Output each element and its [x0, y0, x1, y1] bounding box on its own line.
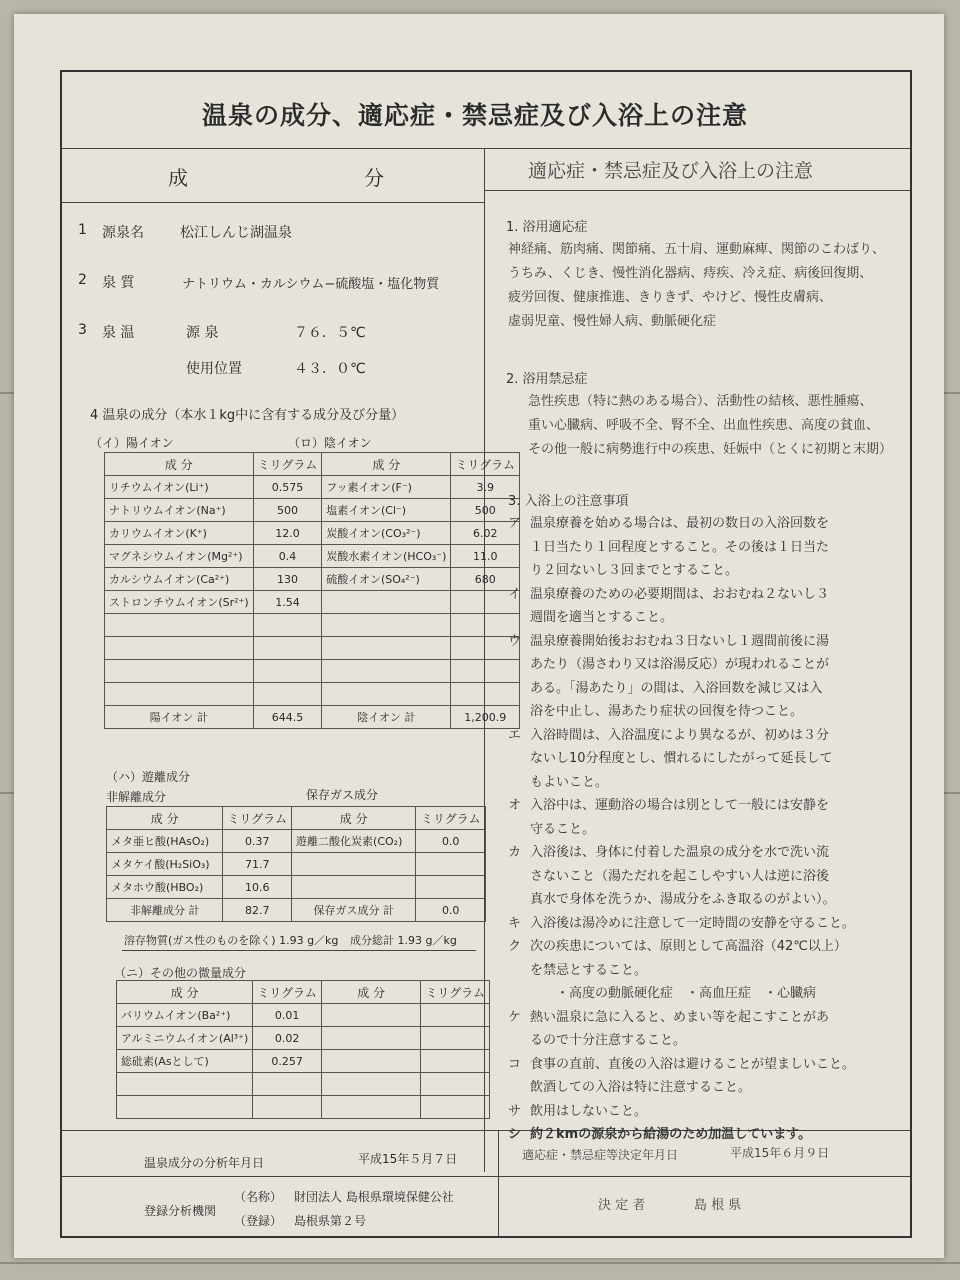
table-row	[105, 637, 520, 660]
table-header-row	[117, 981, 490, 1004]
dissolved-total: 溶存物質(ガス性のものを除く) 1.93 g／kg	[124, 934, 339, 947]
note-mark: サ	[508, 1103, 522, 1119]
free-components-table	[106, 806, 486, 922]
gas-title: 保存ガス成分	[306, 788, 379, 802]
note-mark: オ	[508, 798, 522, 813]
name-cell: ストロンチウムイオン(Sr²⁺)	[105, 591, 254, 614]
total-label: 非解離成分 計	[107, 899, 223, 922]
value-cell	[421, 1027, 490, 1050]
divider	[62, 202, 484, 203]
note-line: 飲用はしないこと。	[530, 1103, 648, 1119]
note-line: もよいこと。	[530, 774, 609, 790]
name-cell	[321, 1004, 420, 1027]
table-total-row	[107, 899, 486, 922]
divider	[62, 1176, 498, 1177]
table-row	[105, 660, 520, 683]
note-line: ・高度の動脈硬化症 ・高血圧症 ・心臓病	[556, 986, 817, 1001]
value-cell	[253, 660, 322, 683]
value-cell	[421, 1096, 490, 1119]
name-cell	[321, 1027, 420, 1050]
note-line: あたり（湯さわり又は浴湯反応）が現われることが	[530, 657, 830, 672]
divider	[62, 148, 910, 149]
note-line: 温泉療養を始める場合は、最初の数日の入浴回数を	[530, 516, 830, 531]
agency-label: 登録分析機関	[144, 1204, 217, 1218]
minor-components-table	[116, 980, 490, 1119]
value-cell: 0.4	[253, 545, 322, 568]
name-cell	[321, 1096, 420, 1119]
note-mark: シ	[508, 1127, 522, 1142]
note-mark: ク	[508, 939, 522, 954]
agency-name-label: （名称）	[234, 1190, 283, 1204]
left-column-title-1: 成	[168, 166, 188, 190]
table-row	[105, 683, 520, 706]
right-column-title: 適応症・禁忌症及び入浴上の注意	[528, 160, 814, 182]
value-cell: 3.9	[451, 476, 520, 499]
note-line: 入浴後は、身体に付着した温泉の成分を水で洗い流	[530, 845, 830, 860]
value-cell: 10.6	[223, 876, 292, 899]
note-line: 入浴後は湯冷めに注意して一定時間の安静を守ること。	[530, 915, 856, 931]
total-label: 陰イオン 計	[322, 706, 451, 729]
column-header: 成 分	[322, 453, 451, 476]
page-title: 温泉の成分、適応症・禁忌症及び入浴上の注意	[202, 101, 749, 130]
temp-number: 3	[78, 322, 87, 338]
note-line: り２回ないし３回までとすること。	[530, 563, 739, 578]
note-mark: コ	[508, 1056, 522, 1072]
value-cell	[416, 876, 486, 899]
value-cell	[253, 683, 322, 706]
quality-label: 泉 質	[102, 275, 135, 291]
source-value: 松江しんじ湖温泉	[180, 225, 292, 241]
table-row	[117, 1073, 490, 1096]
value-cell: 1.54	[253, 591, 322, 614]
cation-title: （イ）陽イオン	[90, 436, 174, 450]
indications-line: 虚弱児童、慢性婦人病、動脈硬化症	[508, 314, 717, 329]
value-cell: 0.257	[253, 1050, 322, 1073]
decider-label: 決 定 者	[598, 1198, 646, 1213]
value-cell	[253, 637, 322, 660]
table-header-row	[105, 453, 520, 476]
table-row	[105, 591, 520, 614]
total-value: 82.7	[223, 899, 292, 922]
value-cell: 0.0	[416, 830, 486, 853]
minor-components-title: （ニ）その他の微量成分	[114, 966, 247, 980]
note-line: ないし10分程度とし、慣れるにしたがって延長して	[530, 751, 833, 766]
note-line: 次の疾患については、原則として高温浴（42℃以上）	[530, 939, 847, 954]
wall-tile-joint	[0, 392, 14, 394]
indications-title: 1. 浴用適応症	[506, 220, 588, 235]
note-mark: ケ	[508, 1009, 522, 1025]
wall-tile-joint	[944, 792, 960, 794]
note-mark: イ	[508, 586, 522, 602]
name-cell	[292, 853, 416, 876]
name-cell	[117, 1096, 253, 1119]
temp-use-label: 使用位置	[186, 361, 242, 377]
column-header: ミリグラム	[253, 453, 322, 476]
anion-title: （ロ）陰イオン	[288, 436, 372, 450]
name-cell	[105, 683, 254, 706]
contraindications-line: 急性疾患（特に熱のある場合）、活動性の結核、悪性腫瘍、	[528, 394, 873, 409]
column-header: 成 分	[292, 807, 416, 830]
column-header: 成 分	[105, 453, 254, 476]
table-row	[117, 1004, 490, 1027]
name-cell: 炭酸水素イオン(HCO₃⁻)	[322, 545, 451, 568]
notice-paper	[14, 14, 944, 1258]
indications-line: 疲労回復、健康推進、きりきず、やけど、慢性皮膚病、	[508, 290, 832, 305]
column-header: 成 分	[107, 807, 223, 830]
total-label: 保存ガス成分 計	[292, 899, 416, 922]
table-row	[107, 830, 486, 853]
value-cell	[451, 660, 520, 683]
note-mark: ア	[508, 516, 522, 531]
note-line: 飲酒しての入浴は特に注意すること。	[530, 1080, 752, 1095]
temp-source-value: ７６．５℃	[294, 325, 366, 341]
value-cell	[421, 1073, 490, 1096]
column-header: 成 分	[321, 981, 420, 1004]
table-row	[105, 545, 520, 568]
value-cell: 12.0	[253, 522, 322, 545]
note-line: １日当たり１回程度とすること。その後は１日当た	[530, 539, 830, 555]
left-column-title-2: 分	[364, 166, 384, 190]
decider-value: 島 根 県	[694, 1198, 742, 1213]
contraindications-title: 2. 浴用禁忌症	[506, 372, 588, 387]
grand-total: 成分総計 1.93 g／kg	[350, 934, 457, 947]
note-line: 入浴中は、運動浴の場合は別として一般には安静を	[530, 798, 830, 813]
temp-source-label: 源 泉	[186, 325, 219, 341]
note-line: 入浴時間は、入浴温度により異なるが、初めは３分	[530, 727, 830, 743]
name-cell: バリウムイオン(Ba²⁺)	[117, 1004, 253, 1027]
analysis-date-value: 平成15年５月７日	[358, 1152, 458, 1166]
note-line: を禁忌とすること。	[530, 962, 648, 978]
name-cell: 炭酸イオン(CO₃²⁻)	[322, 522, 451, 545]
note-line: 週間を適当とすること。	[530, 610, 674, 625]
note-line: るので十分注意すること。	[530, 1033, 687, 1048]
value-cell: 500	[253, 499, 322, 522]
name-cell	[117, 1073, 253, 1096]
note-mark: エ	[508, 727, 522, 743]
column-divider	[498, 1130, 499, 1236]
column-header: ミリグラム	[451, 453, 520, 476]
total-label: 陽イオン 計	[105, 706, 254, 729]
name-cell	[321, 1050, 420, 1073]
name-cell: マグネシウムイオン(Mg²⁺)	[105, 545, 254, 568]
note-line: さないこと（湯ただれを起こしやすい人は逆に浴後	[530, 868, 830, 884]
note-line: 約２kmの源泉から給湯のため加温しています。	[530, 1127, 812, 1142]
nondissociated-title: 非解離成分	[106, 790, 167, 804]
value-cell: 71.7	[223, 853, 292, 876]
value-cell	[416, 853, 486, 876]
note-line: 浴を中止し、湯あたり症状の回復を待つこと。	[530, 704, 804, 719]
indications-list	[508, 238, 885, 334]
column-header: ミリグラム	[253, 981, 322, 1004]
table-row	[105, 568, 520, 591]
name-cell	[105, 637, 254, 660]
name-cell	[292, 876, 416, 899]
note-line: ある。「湯あたり」の間は、入浴回数を減じ又は入	[530, 680, 823, 696]
value-cell	[253, 614, 322, 637]
name-cell: メタケイ酸(H₂SiO₃)	[107, 853, 223, 876]
name-cell	[322, 660, 451, 683]
name-cell: メタホウ酸(HBO₂)	[107, 876, 223, 899]
temp-use-value: ４３．０℃	[294, 361, 366, 377]
ion-table	[104, 452, 520, 729]
total-value: 1,200.9	[451, 706, 520, 729]
decision-date-label: 適応症・禁忌症等決定年月日	[522, 1148, 679, 1162]
column-header: 成 分	[117, 981, 253, 1004]
wall-tile-joint	[0, 792, 14, 794]
total-value: 0.0	[416, 899, 486, 922]
agency-reg-label: （登録）	[234, 1214, 283, 1228]
name-cell: アルミニウムイオン(Al³⁺)	[117, 1027, 253, 1050]
value-cell: 680	[451, 568, 520, 591]
note-line: 守ること。	[530, 821, 596, 837]
column-header: ミリグラム	[223, 807, 292, 830]
name-cell: 遊離二酸化炭素(CO₂)	[292, 830, 416, 853]
value-cell: 0.02	[253, 1027, 322, 1050]
analysis-date-label: 温泉成分の分析年月日	[144, 1156, 265, 1170]
free-components-title: （ハ）遊離成分	[106, 770, 191, 784]
indications-line: うちみ、くじき、慢性消化器病、痔疾、冷え症、病後回復期、	[508, 266, 873, 281]
table-row	[117, 1050, 490, 1073]
note-mark: ウ	[508, 633, 522, 649]
table-row	[105, 522, 520, 545]
agency-name-value: 財団法人 島根県環境保健公社	[294, 1190, 454, 1204]
value-cell: 0.575	[253, 476, 322, 499]
indications-line: 神経痛、筋肉痛、関節痛、五十肩、運動麻痺、関節のこわばり、	[508, 242, 886, 257]
value-cell: 6.02	[451, 522, 520, 545]
note-mark: カ	[508, 845, 522, 860]
table-row	[117, 1027, 490, 1050]
contraindications-line: その他一般に病勢進行中の疾患、妊娠中（とくに初期と末期）	[528, 442, 893, 457]
value-cell: 11.0	[451, 545, 520, 568]
notice-frame	[60, 70, 912, 1238]
wall-tile-joint	[944, 392, 960, 394]
divider	[484, 190, 910, 191]
divider	[122, 950, 476, 951]
name-cell: 塩素イオン(Cl⁻)	[322, 499, 451, 522]
temp-label: 泉 温	[102, 325, 135, 341]
divider	[498, 1176, 910, 1177]
table-row	[117, 1096, 490, 1119]
column-header: ミリグラム	[416, 807, 486, 830]
value-cell: 130	[253, 568, 322, 591]
table-total-row	[105, 706, 520, 729]
quality-number: 2	[78, 272, 87, 288]
name-cell: 総砒素(Asとして)	[117, 1050, 253, 1073]
name-cell	[322, 591, 451, 614]
bathing-notes-title: 3. 入浴上の注意事項	[508, 494, 629, 509]
agency-reg-value: 島根県第２号	[294, 1214, 367, 1228]
value-cell	[253, 1096, 322, 1119]
column-header: ミリグラム	[421, 981, 490, 1004]
source-number: 1	[78, 222, 87, 238]
name-cell	[321, 1073, 420, 1096]
value-cell: 500	[451, 499, 520, 522]
note-line: 食事の直前、直後の入浴は避けることが望ましいこと。	[530, 1056, 856, 1072]
value-cell: 0.01	[253, 1004, 322, 1027]
value-cell	[451, 683, 520, 706]
value-cell	[253, 1073, 322, 1096]
note-mark: キ	[508, 915, 522, 931]
name-cell	[105, 660, 254, 683]
value-cell	[421, 1004, 490, 1027]
table-header-row	[107, 807, 486, 830]
value-cell: 0.37	[223, 830, 292, 853]
value-cell	[421, 1050, 490, 1073]
note-line: 真水で身体を洗うか、湯成分をふき取るのがよい）。	[530, 892, 836, 907]
note-line: 熱い温泉に急に入ると、めまい等を起こすことがあ	[530, 1009, 830, 1025]
name-cell	[105, 614, 254, 637]
name-cell	[322, 637, 451, 660]
table-row	[107, 853, 486, 876]
total-value: 644.5	[253, 706, 322, 729]
name-cell: カルシウムイオン(Ca²⁺)	[105, 568, 254, 591]
components-title: 4 温泉の成分（本水１kg中に含有する成分及び分量）	[90, 408, 405, 423]
name-cell: カリウムイオン(K⁺)	[105, 522, 254, 545]
quality-value: ナトリウム・カルシウム−硫酸塩・塩化物質	[182, 277, 440, 292]
wall-tile-joint	[0, 1262, 960, 1264]
contraindications-list	[528, 390, 892, 462]
name-cell: リチウムイオン(Li⁺)	[105, 476, 254, 499]
source-label: 源泉名	[102, 225, 144, 241]
name-cell: メタ亜ヒ酸(HAsO₂)	[107, 830, 223, 853]
name-cell: フッ素イオン(F⁻)	[322, 476, 451, 499]
contraindications-line: 重い心臓病、呼吸不全、腎不全、出血性疾患、高度の貧血、	[528, 418, 880, 433]
note-line: 温泉療養開始後おおむね３日ないし１週間前後に湯	[530, 633, 830, 649]
name-cell: 硫酸イオン(SO₄²⁻)	[322, 568, 451, 591]
table-row	[105, 614, 520, 637]
name-cell: ナトリウムイオン(Na⁺)	[105, 499, 254, 522]
decision-date-value: 平成15年６月９日	[730, 1146, 830, 1160]
table-row	[105, 499, 520, 522]
table-row	[105, 476, 520, 499]
table-row	[107, 876, 486, 899]
note-line: 温泉療養のための必要期間は、おおむね２ないし３	[530, 586, 830, 602]
name-cell	[322, 683, 451, 706]
name-cell	[322, 614, 451, 637]
